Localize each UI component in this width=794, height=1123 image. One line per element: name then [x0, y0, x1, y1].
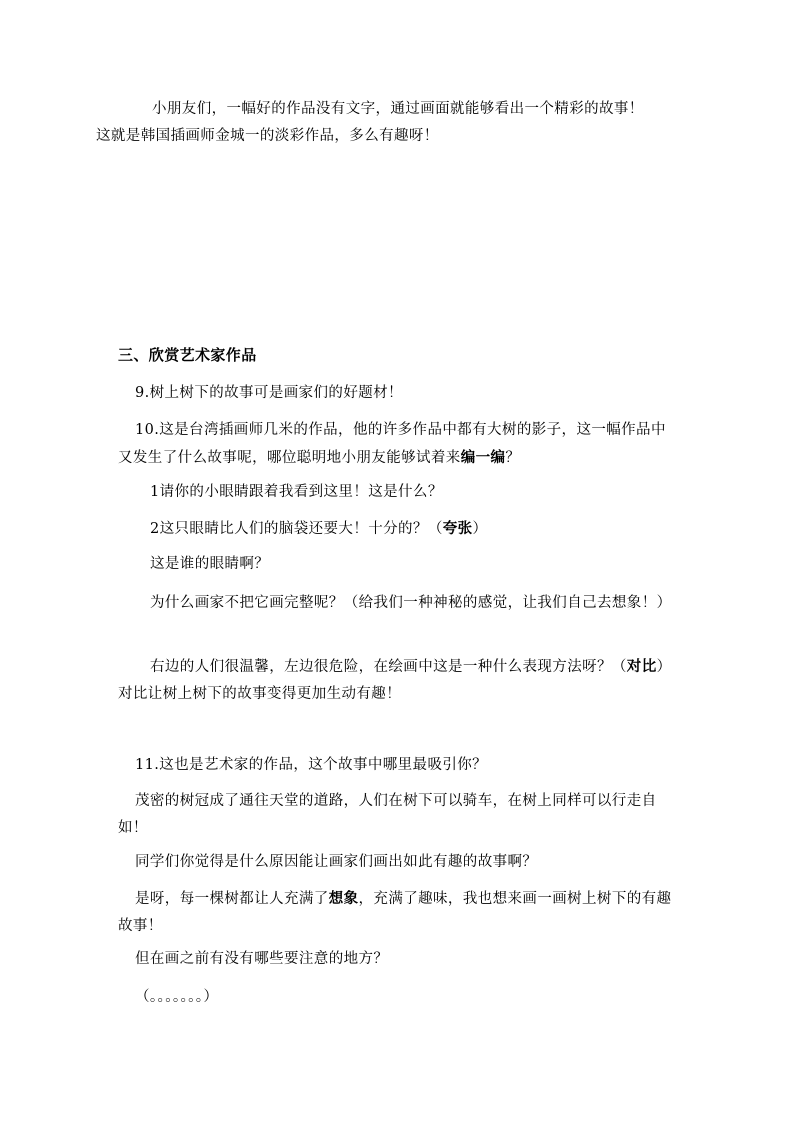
- question-4: 为什么画家不把它画完整呢？（给我们一种神秘的感觉，让我们自己去想象！）: [150, 595, 672, 611]
- paragraph-11c-end: ，充满了趣味，我也想来画一画树上树下的有趣故事！: [118, 891, 672, 934]
- intro-line-1: 小朋友们，一幅好的作品没有文字，通过画面就能够看出一个精彩的故事！: [152, 101, 644, 117]
- question-3: 这是谁的眼睛啊？: [150, 556, 270, 572]
- question-5: [118, 653, 678, 708]
- question-5-end: ）对比让树上树下的故事变得更加生动有趣！: [118, 659, 672, 702]
- paragraph-11a: 茂密的树冠成了通往天堂的道路，人们在树下可以骑车，在树上同样可以行走自如！: [118, 793, 657, 836]
- intro-line-2: 这就是韩国插画师金城一的淡彩作品，多么有趣呀！: [96, 128, 439, 144]
- paragraph-11b: 同学们你觉得是什么原因能让画家们画出如此有趣的故事啊？: [135, 854, 538, 870]
- question-2-bold: 夸张: [442, 520, 473, 537]
- question-2: [118, 515, 678, 543]
- question-5-text: 右边的人们很温馨，左边很危险，在绘画中这是一种什么表现方法呀？（: [150, 659, 627, 675]
- item-9: 9.树上树下的故事可是画家们的好题材！: [135, 385, 403, 401]
- paragraph-11d: 但在画之前有没有哪些要注意的地方？: [135, 951, 389, 967]
- paragraph-11c-bold: 想象: [328, 890, 359, 907]
- paragraph-11e: （。。。。。。。）: [135, 989, 219, 1005]
- question-2-end: ）: [472, 521, 488, 537]
- section-heading: 三、欣赏艺术家作品: [118, 346, 257, 364]
- paragraph-11c: [118, 885, 678, 940]
- item-10-bold: 编一编: [460, 449, 506, 466]
- intro-paragraph: [96, 96, 678, 150]
- item-10-end: ？: [505, 450, 521, 466]
- item-10: [118, 417, 678, 472]
- question-2-text: 2这只眼睛比人们的脑袋还要大！十分的？（: [150, 521, 443, 537]
- question-5-bold: 对比: [626, 658, 657, 675]
- paragraph-11c-text: 是呀，每一棵树都让人充满了: [135, 891, 329, 907]
- item-11: 11.这也是艺术家的作品，这个故事中哪里最吸引你？: [135, 757, 488, 773]
- item-10-text: 10.这是台湾插画师几米的作品，他的许多作品中都有大树的影子，这一幅作品中又发生了什么故事呢，哪位聪明地小朋友能够试着来: [118, 422, 666, 466]
- question-1: 1请你的小眼睛跟着我看到这里！这是什么？: [150, 484, 443, 500]
